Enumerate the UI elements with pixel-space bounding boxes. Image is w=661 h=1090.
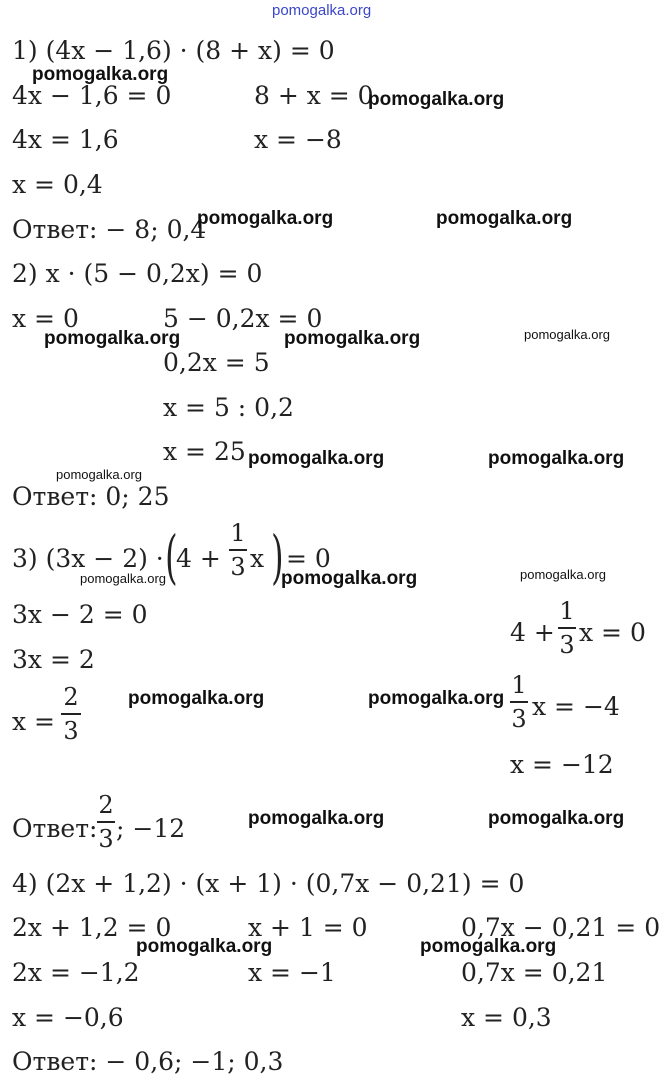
task1-answer: Ответ: − 8; 0,4: [12, 215, 207, 244]
task1-right-step-2: x = −8: [254, 125, 342, 154]
watermark-small: pomogalka.org: [56, 467, 142, 482]
task1-left-step-1: 4x − 1,6 = 0: [12, 81, 172, 110]
task3-inner-right: x: [250, 544, 265, 573]
task3-right-fraction-2-numerator: 1: [511, 671, 527, 699]
task4-col1-step-2: 2x = −1,2: [12, 958, 140, 987]
task1-right-step-1: 8 + x = 0: [254, 81, 374, 110]
task3-open-paren: (: [165, 523, 178, 591]
task4-col3-step-2: 0,7x = 0,21: [461, 958, 608, 987]
task3-left-fraction-numerator: 2: [63, 683, 79, 711]
watermark-small: pomogalka.org: [524, 327, 610, 342]
task3-answer-suffix: ; −12: [116, 814, 186, 843]
task3-right-step-1-suffix: x = 0: [579, 618, 646, 647]
watermark: pomogalka.org: [436, 208, 573, 229]
task2-right-step-1: 5 − 0,2x = 0: [163, 304, 323, 333]
task3-left-step-2: 3x = 2: [12, 645, 95, 674]
task2-answer: Ответ: 0; 25: [12, 482, 170, 511]
task3-left-step-3-prefix: x =: [12, 707, 55, 736]
task3-right-fraction-1-numerator: 1: [559, 597, 575, 625]
fraction-bar: [97, 821, 115, 823]
watermark: pomogalka.org: [136, 936, 273, 957]
task4-col1-step-3: x = −0,6: [12, 1003, 124, 1032]
task2-right-step-2: 0,2x = 5: [163, 348, 270, 377]
task1-left-step-2: 4x = 1,6: [12, 125, 119, 154]
header-watermark: pomogalka.org: [272, 2, 372, 19]
fraction-bar: [229, 549, 247, 551]
task4-col1-step-1: 2x + 1,2 = 0: [12, 913, 172, 942]
watermark: pomogalka.org: [197, 208, 334, 229]
fraction-bar: [61, 713, 81, 715]
task3-left-fraction-denominator: 3: [63, 716, 79, 745]
watermark: pomogalka.org: [488, 448, 625, 469]
task4-col2-step-2: x = −1: [248, 958, 336, 987]
task3-fraction-denominator: 3: [230, 552, 246, 581]
watermark: pomogalka.org: [368, 89, 505, 110]
task1-equation: 1) (4x − 1,6) · (8 + x) = 0: [12, 36, 335, 65]
fraction-bar: [558, 627, 576, 629]
task3-right-fraction-1-denominator: 3: [559, 630, 575, 659]
watermark: pomogalka.org: [284, 328, 421, 349]
task4-col3-step-1: 0,7x − 0,21 = 0: [461, 913, 661, 942]
task4-col2-step-1: x + 1 = 0: [248, 913, 368, 942]
task3-left-step-1: 3x − 2 = 0: [12, 600, 148, 629]
watermark: pomogalka.org: [248, 808, 385, 829]
task3-left-fraction: [61, 684, 81, 744]
task3-answer-fraction-denominator: 3: [98, 824, 114, 853]
task3-right-step-1-prefix: 4 +: [510, 618, 555, 647]
task3-answer-prefix: Ответ:: [12, 814, 98, 843]
task3-equation-suffix: = 0: [286, 544, 331, 573]
task2-left-step-1: x = 0: [12, 304, 79, 333]
watermark: pomogalka.org: [420, 936, 557, 957]
task3-close-paren: ): [271, 523, 284, 591]
watermark: pomogalka.org: [44, 328, 181, 349]
watermark-small: pomogalka.org: [520, 567, 606, 582]
task3-fraction-numerator: 1: [230, 519, 246, 547]
task2-right-step-4: x = 25: [163, 437, 246, 466]
task3-right-fraction-1: [558, 598, 576, 658]
task3-answer-fraction-numerator: 2: [98, 791, 114, 819]
watermark: pomogalka.org: [248, 448, 385, 469]
task3-equation-prefix: 3) (3x − 2) ·: [12, 544, 164, 573]
watermark: pomogalka.org: [128, 688, 265, 709]
task4-equation: 4) (2x + 1,2) · (x + 1) · (0,7x − 0,21) = 0: [12, 869, 525, 898]
task2-equation: 2) x · (5 − 0,2x) = 0: [12, 259, 263, 288]
watermark: pomogalka.org: [368, 688, 505, 709]
task4-col3-step-3: x = 0,3: [461, 1003, 552, 1032]
watermark: pomogalka.org: [32, 64, 169, 85]
fraction-bar: [510, 701, 528, 703]
task3-fraction: [229, 520, 247, 580]
task3-right-step-2-suffix: x = −4: [532, 692, 620, 721]
watermark: pomogalka.org: [488, 808, 625, 829]
watermark: pomogalka.org: [281, 568, 418, 589]
task3-right-fraction-2: [510, 672, 528, 732]
task3-right-step-3: x = −12: [510, 750, 614, 779]
watermark-small: pomogalka.org: [80, 571, 166, 586]
task2-right-step-3: x = 5 : 0,2: [163, 393, 294, 422]
task1-left-step-3: x = 0,4: [12, 170, 103, 199]
task4-answer: Ответ: − 0,6; −1; 0,3: [12, 1047, 284, 1076]
task3-answer-fraction: [97, 792, 115, 852]
task3-inner-left: 4 +: [176, 544, 221, 573]
task3-right-fraction-2-denominator: 3: [511, 704, 527, 733]
